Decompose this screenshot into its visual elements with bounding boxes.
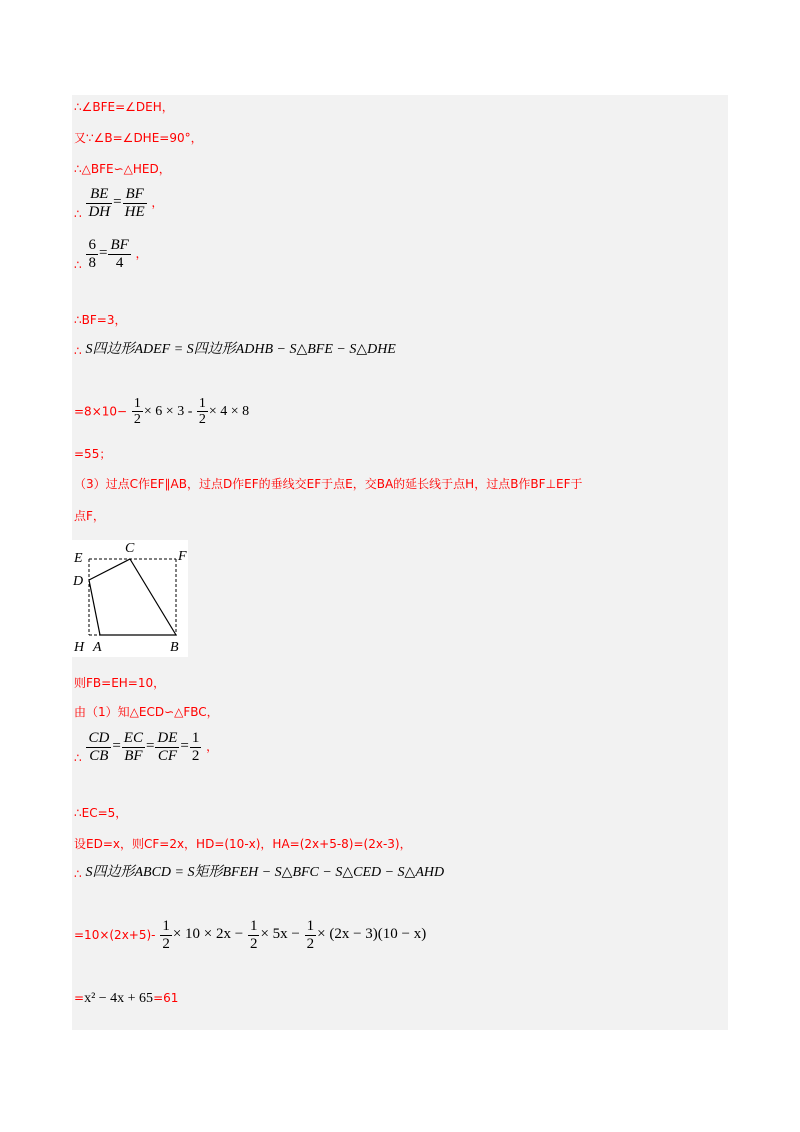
line-fb-eh: 则FB=EH=10， [74,676,166,690]
line-area-calc: =8×10− $\frac{1}{2}$ × 6 × 3 - $\frac{1}{2}$ × 4 × 8 [74,396,250,428]
line-point-f: 点F， [74,509,105,523]
line-bf-value: ∴BF=3， [74,313,127,327]
label-e: E [74,551,83,566]
line-final-result: =x² − 4x + 65=61 [74,991,179,1006]
line-part3: （3）过点C作EF∥AB，过点D作EF的垂线交EF于点E，交BA的延长线于点H，过点B作BF⊥EF于 [74,477,583,491]
label-f: F [178,549,187,564]
line-ratio: ∴ $\frac{BE}{DH}$ = $\frac{BF}{HE}$ ， [74,186,164,221]
label-c: C [125,541,135,556]
line-right-angle: 又∵∠B=∠DHE=90°， [74,131,203,145]
label-b: B [170,640,179,655]
line-bfe-angle: ∴∠BFE=∠DEH， [74,100,174,114]
line-area-calc-2: =10×(2x+5)- $\frac{1}{2}$ × 10 × 2x − $\frac{1}{2}$ × 5x − $\frac{1}{2}$ × (2x − 3)(10 − x) [74,918,427,952]
label-h: H [74,640,85,655]
geometry-figure [72,540,188,657]
line-ec-value: ∴EC=5， [74,806,128,820]
line-area-formula-2: ∴ S四边形ABCD = S矩形BFEH − S△BFC − S△CED − S△AHD [74,865,445,881]
label-d: D [73,574,84,589]
line-similar: ∴△BFE∽△HED， [74,162,171,176]
line-area-result: =55； [74,447,112,461]
line-ratio-2: ∴ $\frac{CD}{CB}$ = $\frac{EC}{BF}$ = $\frac{DE}{CF}$ = $\frac{1}{2}$ ， [74,730,219,765]
line-set-x: 设ED=x，则CF=2x，HD=(10-x)，HA=(2x+5-8)=(2x-3)， [74,837,412,851]
line-similar-2: 由（1）知△ECD∽△FBC， [74,705,219,719]
line-area-formula: ∴ S四边形ADEF = S四边形ADHB − S△BFE − S△DHE [74,342,396,358]
line-ratio-values: ∴ $\frac{6}{8}$ = $\frac{BF}{4}$ ， [74,237,148,272]
label-a: A [93,640,102,655]
